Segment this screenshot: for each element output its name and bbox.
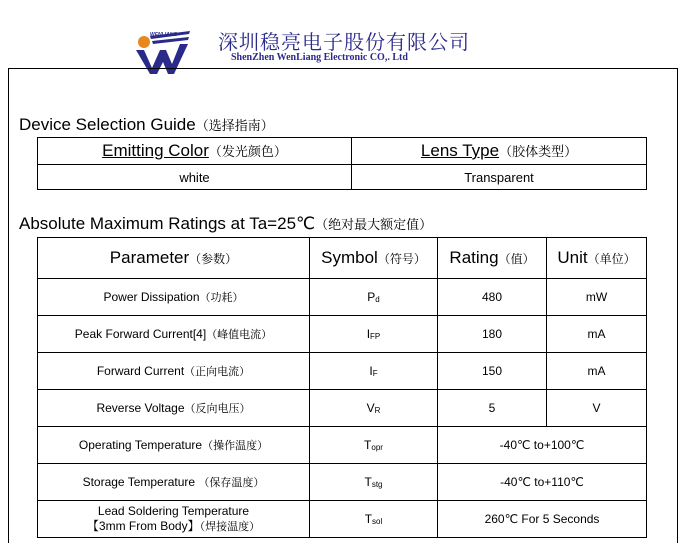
rating-cell: 5	[438, 390, 547, 427]
unit-cell: mA	[547, 316, 647, 353]
symbol-cell: IFP	[310, 316, 438, 353]
ratings-title-cn: （绝对最大额定值）	[315, 218, 433, 233]
symbol-cell: Tstg	[310, 464, 438, 501]
symbol-cell: VR	[310, 390, 438, 427]
page-frame-right	[677, 68, 678, 543]
ratings-title-en: Absolute Maximum Ratings at Ta=25℃	[19, 214, 316, 233]
rating-cell: 260℃ For 5 Seconds	[438, 501, 647, 538]
company-name-en: ShenZhen WenLiang Electronic CO,. Ltd	[231, 52, 408, 63]
page-frame-left	[8, 68, 9, 543]
table-header-row	[38, 238, 647, 279]
header-lens-type: Lens Type（胶体类型）	[352, 138, 647, 165]
logo-text: WENLIANG	[150, 32, 178, 38]
table-row	[38, 464, 647, 501]
table-row	[38, 353, 647, 390]
table-row	[38, 165, 647, 190]
symbol-cell: Tsol	[310, 501, 438, 538]
ratings-table	[37, 237, 647, 538]
param-cell: Operating Temperature（操作温度）	[38, 427, 310, 464]
unit-cell: mW	[547, 279, 647, 316]
header-parameter: Parameter（参数）	[38, 238, 310, 279]
param-cell: Storage Temperature （保存温度）	[38, 464, 310, 501]
rating-cell: -40℃ to+100℃	[438, 427, 647, 464]
company-name-cn: 深圳稳亮电子股份有限公司	[218, 30, 470, 54]
selection-guide-title-cn: （选择指南）	[195, 119, 274, 134]
selection-guide-table	[37, 137, 647, 190]
table-row	[38, 279, 647, 316]
rating-cell: 480	[438, 279, 547, 316]
table-row	[38, 316, 647, 353]
header-rating: Rating（值）	[438, 238, 547, 279]
table-row	[38, 427, 647, 464]
unit-cell: mA	[547, 353, 647, 390]
header-unit: Unit（单位）	[547, 238, 647, 279]
table-row	[38, 390, 647, 427]
selection-guide-title	[19, 115, 274, 135]
header-emitting-color: Emitting Color（发光颜色）	[38, 138, 352, 165]
param-cell: Forward Current（正向电流）	[38, 353, 310, 390]
unit-cell: V	[547, 390, 647, 427]
rating-cell: 150	[438, 353, 547, 390]
header-symbol: Symbol（符号）	[310, 238, 438, 279]
table-header-row	[38, 138, 647, 165]
param-cell: Power Dissipation（功耗）	[38, 279, 310, 316]
lens-type-value: Transparent	[352, 165, 647, 190]
page-frame-top	[8, 68, 678, 69]
selection-guide-title-en: Device Selection Guide	[19, 115, 196, 134]
symbol-cell: Topr	[310, 427, 438, 464]
param-cell: Lead Soldering Temperature 【3mm From Body】（焊接温度）	[38, 501, 310, 538]
symbol-cell: IF	[310, 353, 438, 390]
ratings-title	[19, 214, 432, 234]
emitting-color-value: white	[38, 165, 352, 190]
param-cell: Reverse Voltage（反向电压）	[38, 390, 310, 427]
rating-cell: 180	[438, 316, 547, 353]
param-cell: Peak Forward Current[4]（峰值电流）	[38, 316, 310, 353]
table-row	[38, 501, 647, 538]
symbol-cell: Pd	[310, 279, 438, 316]
rating-cell: -40℃ to+110℃	[438, 464, 647, 501]
